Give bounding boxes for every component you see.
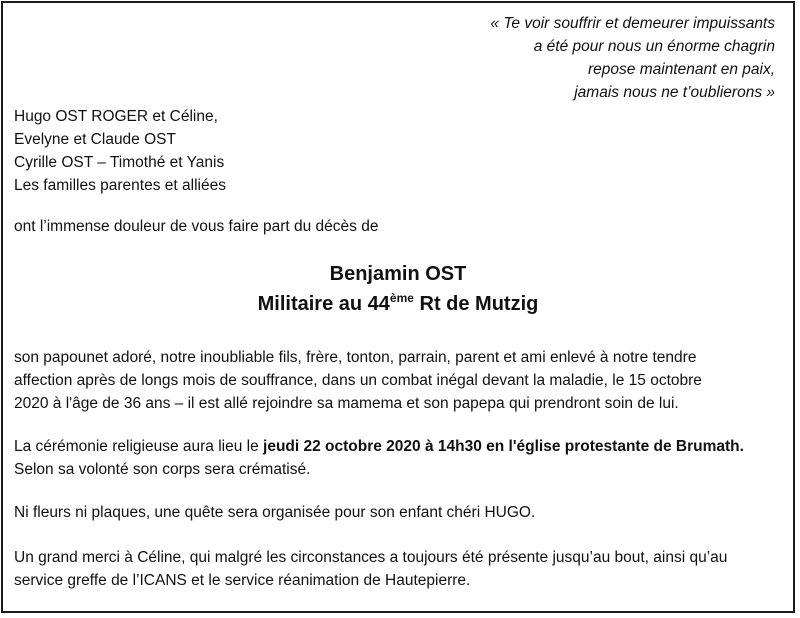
deceased-title <box>3 259 793 319</box>
poem-quote <box>490 12 775 104</box>
ceremony-line <box>14 435 784 458</box>
thanks-line: service greffe de l’ICANS et le service réanimation de Hautepierre. <box>14 572 471 589</box>
rank-suffix: Rt de Mutzig <box>413 293 539 315</box>
poem-line: jamais nous ne t’oublierons » <box>574 84 775 101</box>
ceremony-details: jeudi 22 octobre 2020 à 14h30 en l'église protestante de Brumath. <box>263 438 744 455</box>
family-line: Cyrille OST – Timothé et Yanis <box>14 154 225 171</box>
poem-line: repose maintenant en paix, <box>588 61 775 78</box>
ceremony-paragraph <box>14 435 784 481</box>
flowers-paragraph <box>14 501 784 524</box>
tribute-line: affection après de longs mois de souffrance, dans un combat inégal devant la maladie, le 15 octobre <box>14 372 702 389</box>
tribute-line: 2020 à l'âge de 36 ans – il est allé rejoindre sa mamema et son papepa qui prendront soin de lui. <box>14 395 679 412</box>
announcement-intro: ont l’immense douleur de vous faire part du décès de <box>14 218 379 235</box>
thanks-line: Un grand merci à Céline, qui malgré les circonstances a toujours été présente jusqu’au bout, ainsi qu’au <box>14 549 728 566</box>
family-line: Hugo OST ROGER et Céline, <box>14 108 218 125</box>
thanks-paragraph <box>14 546 784 592</box>
family-list <box>14 105 226 197</box>
ceremony-prefix: La cérémonie religieuse aura lieu le <box>14 438 264 455</box>
poem-line: a été pour nous un énorme chagrin <box>533 38 775 55</box>
tribute-line: son papounet adoré, notre inoubliable fils, frère, tonton, parrain, parent et ami enlevé à notre tendre <box>14 349 697 366</box>
rank-prefix: Militaire au 44 <box>257 293 390 315</box>
family-line: Evelyne et Claude OST <box>14 131 176 148</box>
deceased-rank <box>3 289 793 319</box>
obituary-notice <box>1 1 795 613</box>
deceased-name: Benjamin OST <box>329 263 467 285</box>
family-line: Les familles parentes et alliées <box>14 177 226 194</box>
rank-superscript: ème <box>389 291 414 305</box>
cremation-line: Selon sa volonté son corps sera crématisé. <box>14 461 311 478</box>
poem-line: « Te voir souffrir et demeurer impuissants <box>490 15 775 32</box>
tribute-paragraph <box>14 346 784 415</box>
flowers-line: Ni fleurs ni plaques, une quête sera organisée pour son enfant chéri HUGO. <box>14 504 536 521</box>
